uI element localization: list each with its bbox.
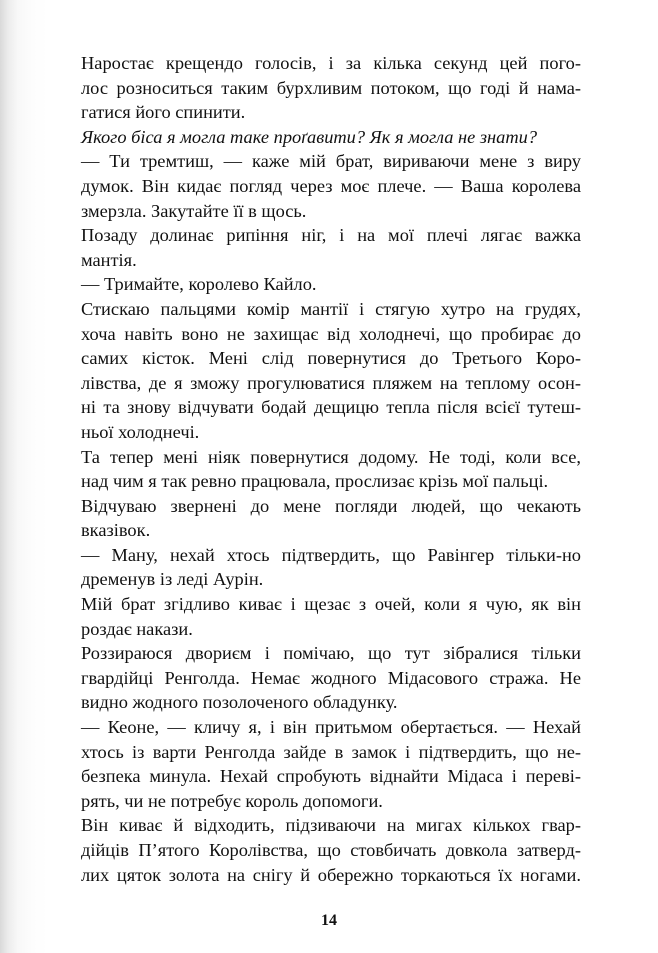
- text-line: Роззираюся двориєм і помічаю, що тут зібралися тільки: [81, 643, 581, 664]
- text-line: ньої холоднечі.: [81, 421, 200, 442]
- text-line: безпека минула. Нехай спробують віднайти Мідаса і переві-: [81, 766, 581, 787]
- text-line: думок. Він кидає погляд через моє плече. — Ваша королева: [81, 175, 581, 196]
- text-line: Позаду долинає рипіння ніг, і на мої плечі лягає важка: [81, 225, 581, 246]
- text-line: Та тепер мені ніяк повернутися додому. Не тоді, коли все,: [81, 446, 581, 467]
- paragraph: [81, 272, 581, 297]
- text-line: — Ти тремтиш, — каже мій брат, вириваючи мене з виру: [81, 151, 581, 172]
- text-line: гатися його спинити.: [81, 102, 246, 123]
- text-line: лос розноситься таким бурхливим потоком, що годі й нама-: [81, 77, 581, 98]
- text-line: лівства, де я зможу прогулюватися пляжем на теплому осон-: [81, 372, 581, 393]
- paragraph: [81, 715, 581, 813]
- page-body: [81, 51, 581, 887]
- text-line: самих кісток. Мені слід повернутися до Третього Коро-: [81, 348, 581, 369]
- page-number: 14: [321, 912, 337, 929]
- paragraph: [81, 813, 581, 887]
- text-line: Він киває й відходить, підзиваючи на мигах кількох гвар-: [81, 815, 581, 836]
- paragraph: [81, 592, 581, 641]
- text-line: Наростає крещендо голосів, і за кілька секунд цей пого-: [81, 53, 581, 73]
- paragraph: [81, 494, 581, 543]
- text-line: мантія.: [81, 249, 137, 270]
- paragraph: [81, 641, 581, 715]
- text-line: Якого біса я могла таке проґавити? Як я могла не знати?: [81, 126, 538, 147]
- text-line: хтось із варти Ренголда зайде в замок і підтвердить, що не-: [81, 741, 581, 762]
- text-line: — Кеоне, — кличу я, і він притьмом обертається. — Нехай: [81, 717, 581, 738]
- text-line: Мій брат згідливо киває і щезає з очей, коли я чую, як він: [81, 594, 581, 615]
- paragraph-italic: [81, 125, 581, 150]
- text-line: ні та знову відчувати бодай дещицю тепла після всієї тутеш-: [81, 397, 581, 418]
- text-line: гвардійці Ренголда. Немає жодного Мідасового стража. Не: [81, 667, 581, 688]
- text-line: рять, чи не потребує король допомоги.: [81, 790, 383, 811]
- paragraph: [81, 543, 581, 592]
- text-line: змерзла. Закутайте її в щось.: [81, 200, 307, 221]
- paragraph: [81, 149, 581, 223]
- paragraph: [81, 445, 581, 494]
- text-line: роздає накази.: [81, 618, 193, 639]
- paragraph: [81, 223, 581, 272]
- text-line: лих цяток золота на снігу й обережно торкаються їх ногами.: [81, 864, 581, 885]
- paragraph: [81, 51, 581, 125]
- text-line: дійців П’ятого Королівства, що стовбичать довкола затверд-: [81, 840, 581, 860]
- text-line: Стискаю пальцями комір мантії і стягую хутро на грудях,: [81, 298, 581, 319]
- text-line: вказівок.: [81, 520, 151, 541]
- text-line: над чим я так ревно працювала, прослизає крізь мої пальці.: [81, 471, 549, 492]
- text-line: — Тримайте, королево Кайло.: [81, 274, 317, 295]
- text-line: видно жодного позолоченого обладунку.: [81, 692, 398, 713]
- text-line: Відчуваю звернені до мене погляди людей, що чекають: [81, 495, 581, 516]
- paragraph: [81, 297, 581, 445]
- text-line: дременув із леді Аурін.: [81, 569, 264, 590]
- text-line: — Ману, нехай хтось підтвердить, що Равінгер тільки-но: [81, 544, 581, 565]
- text-line: хоча навіть воно не захищає від холоднечі, що пробирає до: [81, 323, 581, 344]
